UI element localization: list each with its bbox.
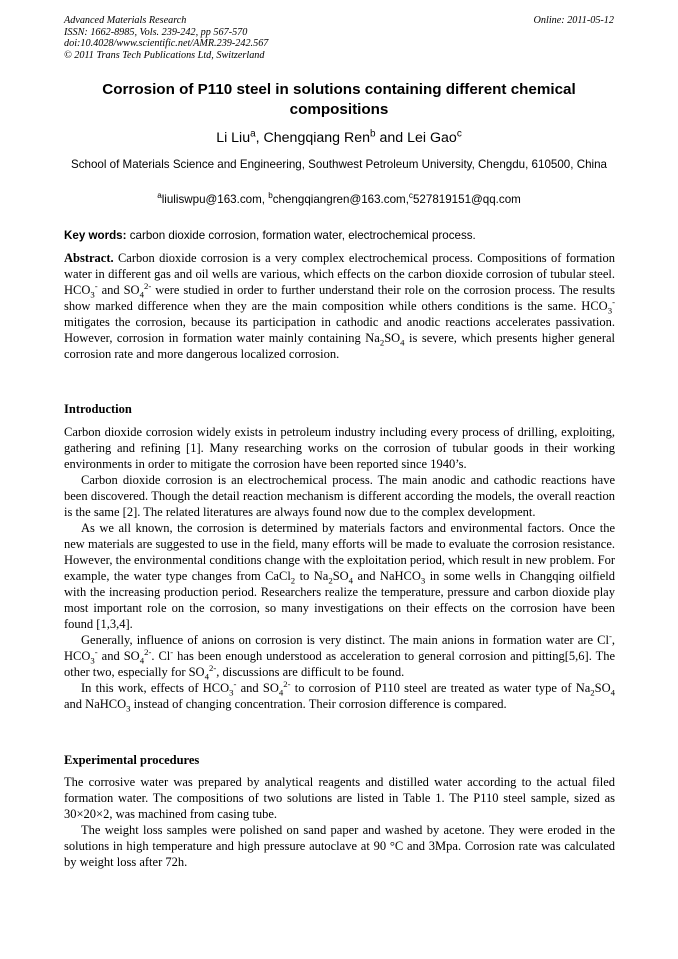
email-list: $^a$liuliswpu@163.com, $^b$chengqiangren@163.com,$^c$527819151@qq.com	[157, 191, 521, 206]
chem-subscript: 2	[590, 687, 595, 698]
paragraph-text: , HCO	[64, 633, 615, 663]
chem-subscript: 4	[204, 671, 209, 682]
keywords-text: carbon dioxide corrosion, formation water, electrochemical process.	[129, 229, 476, 242]
chem-subscript: 3	[229, 687, 234, 698]
paragraph-text: . Cl	[151, 649, 171, 663]
journal-metadata	[64, 15, 268, 61]
author-affil-mark: c	[456, 128, 462, 140]
email-link[interactable]: 527819151@qq.com	[412, 193, 521, 206]
issn-line: ISSN: 1662-8985, Vols. 239-242, pp 567-570	[64, 26, 248, 38]
paragraph: Carbon dioxide corrosion widely exists in petroleum industry including every process of drilling, exploiting, gathering and refining [1]. Many researching works on the corrosion of tubular goods in their working environments in order to mitigate the corrosion have been reported since 1940’s.	[64, 425, 615, 471]
online-date: Online: 2011-05-12	[533, 15, 614, 26]
chem-subscript: 4	[139, 289, 144, 300]
chem-subscript: 3	[607, 305, 613, 316]
abstract-text: Carbon dioxide corrosion is a very complex electrochemical process. Compositions of formation water in different gas and oil wells are various, which effects on the carbon dioxide corrosion of tubular steel. HCO	[64, 251, 616, 297]
chem-superscript: -	[94, 646, 98, 657]
chem-superscript: 2-	[208, 662, 217, 673]
introduction-body	[64, 424, 615, 712]
chem-subscript: 3	[420, 575, 426, 586]
author-affil-mark: b	[370, 128, 376, 140]
chem-superscript: -	[170, 646, 174, 657]
chem-subscript: 3	[90, 655, 95, 666]
chem-superscript: 2-	[283, 678, 291, 689]
paragraph-text: in some wells in Changqing oilfield with the increasing production period. Researchers realize the temperature, pressure and carbon dioxide play most important role on the corrosion, so many investigations on their effects on the corrosion have been found [1,3,4].	[64, 569, 615, 631]
author-separator: ,	[255, 130, 264, 146]
abstract-text: is severe, which presents higher general corrosion rate and more dangerous localized corrosion.	[64, 331, 616, 361]
journal-name: Advanced Materials Research	[64, 15, 187, 26]
paragraph-text: In this work, effects of HCO	[81, 681, 230, 695]
paragraph	[64, 632, 615, 680]
chem-superscript: -	[94, 280, 98, 291]
chem-subscript: 4	[610, 687, 615, 698]
abstract-text: SO	[384, 331, 401, 345]
chem-subscript: 2	[328, 575, 333, 586]
author-name: Chengqiang Ren	[263, 130, 371, 146]
paragraph-text: instead of changing concentration. Their corrosion difference is compared.	[130, 697, 507, 711]
email-mark: a	[157, 191, 162, 201]
paragraph	[64, 680, 615, 712]
chem-subscript: 3	[90, 289, 95, 300]
chem-subscript: 3	[126, 703, 131, 714]
section-heading-introduction: Introduction	[64, 402, 132, 416]
paragraph-text: to corrosion of P110 steel are treated as water type of Na	[290, 681, 591, 695]
chem-subscript: 2	[379, 337, 385, 348]
chem-subscript: 4	[139, 655, 145, 666]
chem-superscript: -	[612, 296, 615, 307]
chem-superscript: -	[608, 630, 612, 641]
paragraph-text: and SO	[236, 681, 279, 695]
paragraph-text: has been enough understood as acceleration to general corrosion and pitting[5,6]. The other two, especially for SO	[64, 649, 616, 679]
paragraph-text: As we all known, the corrosion is determined by materials factors and environmental factors. Once the new materials are suggested to use in the field, many efforts will be made to evaluate the corrosion resistance. However, the environmental conditions change with the exploitation period, which result in new problem. For example, the water type changes from CaCl	[64, 521, 615, 583]
paragraph-text: SO	[594, 681, 611, 695]
paragraph: The weight loss samples were polished on sand paper and washed by acetone. They were eroded in the solutions in high temperature and high pressure autoclave at 90 °C and 3Mpa. Corrosion rate was calculated by weight loss after 72h.	[64, 823, 615, 869]
paper-title: Corrosion of P110 steel in solutions containing different chemical compositions	[102, 81, 576, 118]
copyright-line: © 2011 Trans Tech Publications Ltd, Switzerland	[64, 49, 265, 61]
paragraph-text: SO	[332, 569, 349, 583]
author-list	[64, 129, 614, 147]
abstract-text: mitigates the corrosion, because its participation in cathodic and anodic reactions accelerates passivation. However, corrosion in formation water mainly containing Na	[64, 315, 615, 345]
abstract-text: were studied in order to further understand their role on the corrosion process. The results show marked difference when they are the main composition while others conditions is the same. HCO	[64, 283, 615, 313]
author-name: Lei Gao	[407, 130, 457, 146]
author-separator: and	[375, 130, 408, 146]
paragraph	[64, 520, 615, 632]
paragraph-text: and NaHCO	[353, 569, 421, 583]
paragraph: Carbon dioxide corrosion is an electrochemical process. The main anodic and cathodic reactions have been discovered. Though the detail reaction mechanism is different according the models, the overall reaction is the same [2]. The related literatures are always found now due to the complex development.	[64, 473, 615, 519]
paragraph-text: Generally, influence of anions on corrosion is very distinct. The main anions in formation water are Cl	[81, 633, 609, 647]
paragraph-text: and SO	[97, 649, 140, 663]
email-mark: c	[408, 191, 413, 201]
chem-superscript: 2-	[144, 646, 152, 657]
email-link[interactable]: liuliswpu@163.com	[161, 193, 262, 206]
abstract	[64, 250, 615, 362]
paragraph-text: and NaHCO	[64, 697, 127, 711]
section-heading-experimental: Experimental procedures	[64, 753, 200, 767]
paragraph: The corrosive water was prepared by analytical reagents and distilled water according to the actual filed formation water. The compositions of two solutions are listed in Table 1. The P110 steel sample, sized as 30×20×2, was machined from casing tube.	[64, 775, 615, 821]
doi-line: doi:10.4028/www.scientific.net/AMR.239-242.567	[64, 38, 269, 50]
chem-subscript: 4	[278, 687, 284, 698]
keywords	[64, 228, 614, 243]
affiliation: School of Materials Science and Engineering, Southwest Petroleum University, Chengdu, 610500, China	[71, 158, 607, 171]
author-affil-mark: a	[250, 128, 256, 140]
abstract-text: and SO	[97, 283, 140, 297]
author-name: Li Liu	[216, 130, 251, 146]
abstract-label: Abstract.	[64, 251, 114, 265]
chem-subscript: 4	[400, 337, 405, 348]
paragraph-text: , discussions are difficult to be found.	[216, 665, 405, 679]
chem-subscript: 2	[290, 575, 296, 586]
chem-superscript: 2-	[143, 280, 152, 291]
chem-superscript: -	[233, 678, 237, 689]
keywords-label: Key words:	[64, 229, 127, 242]
experimental-body	[64, 774, 615, 870]
chem-subscript: 4	[348, 575, 354, 586]
paragraph-text: to Na	[295, 569, 329, 583]
email-mark: b	[268, 191, 273, 201]
email-link[interactable]: chengqiangren@163.com	[272, 193, 406, 206]
